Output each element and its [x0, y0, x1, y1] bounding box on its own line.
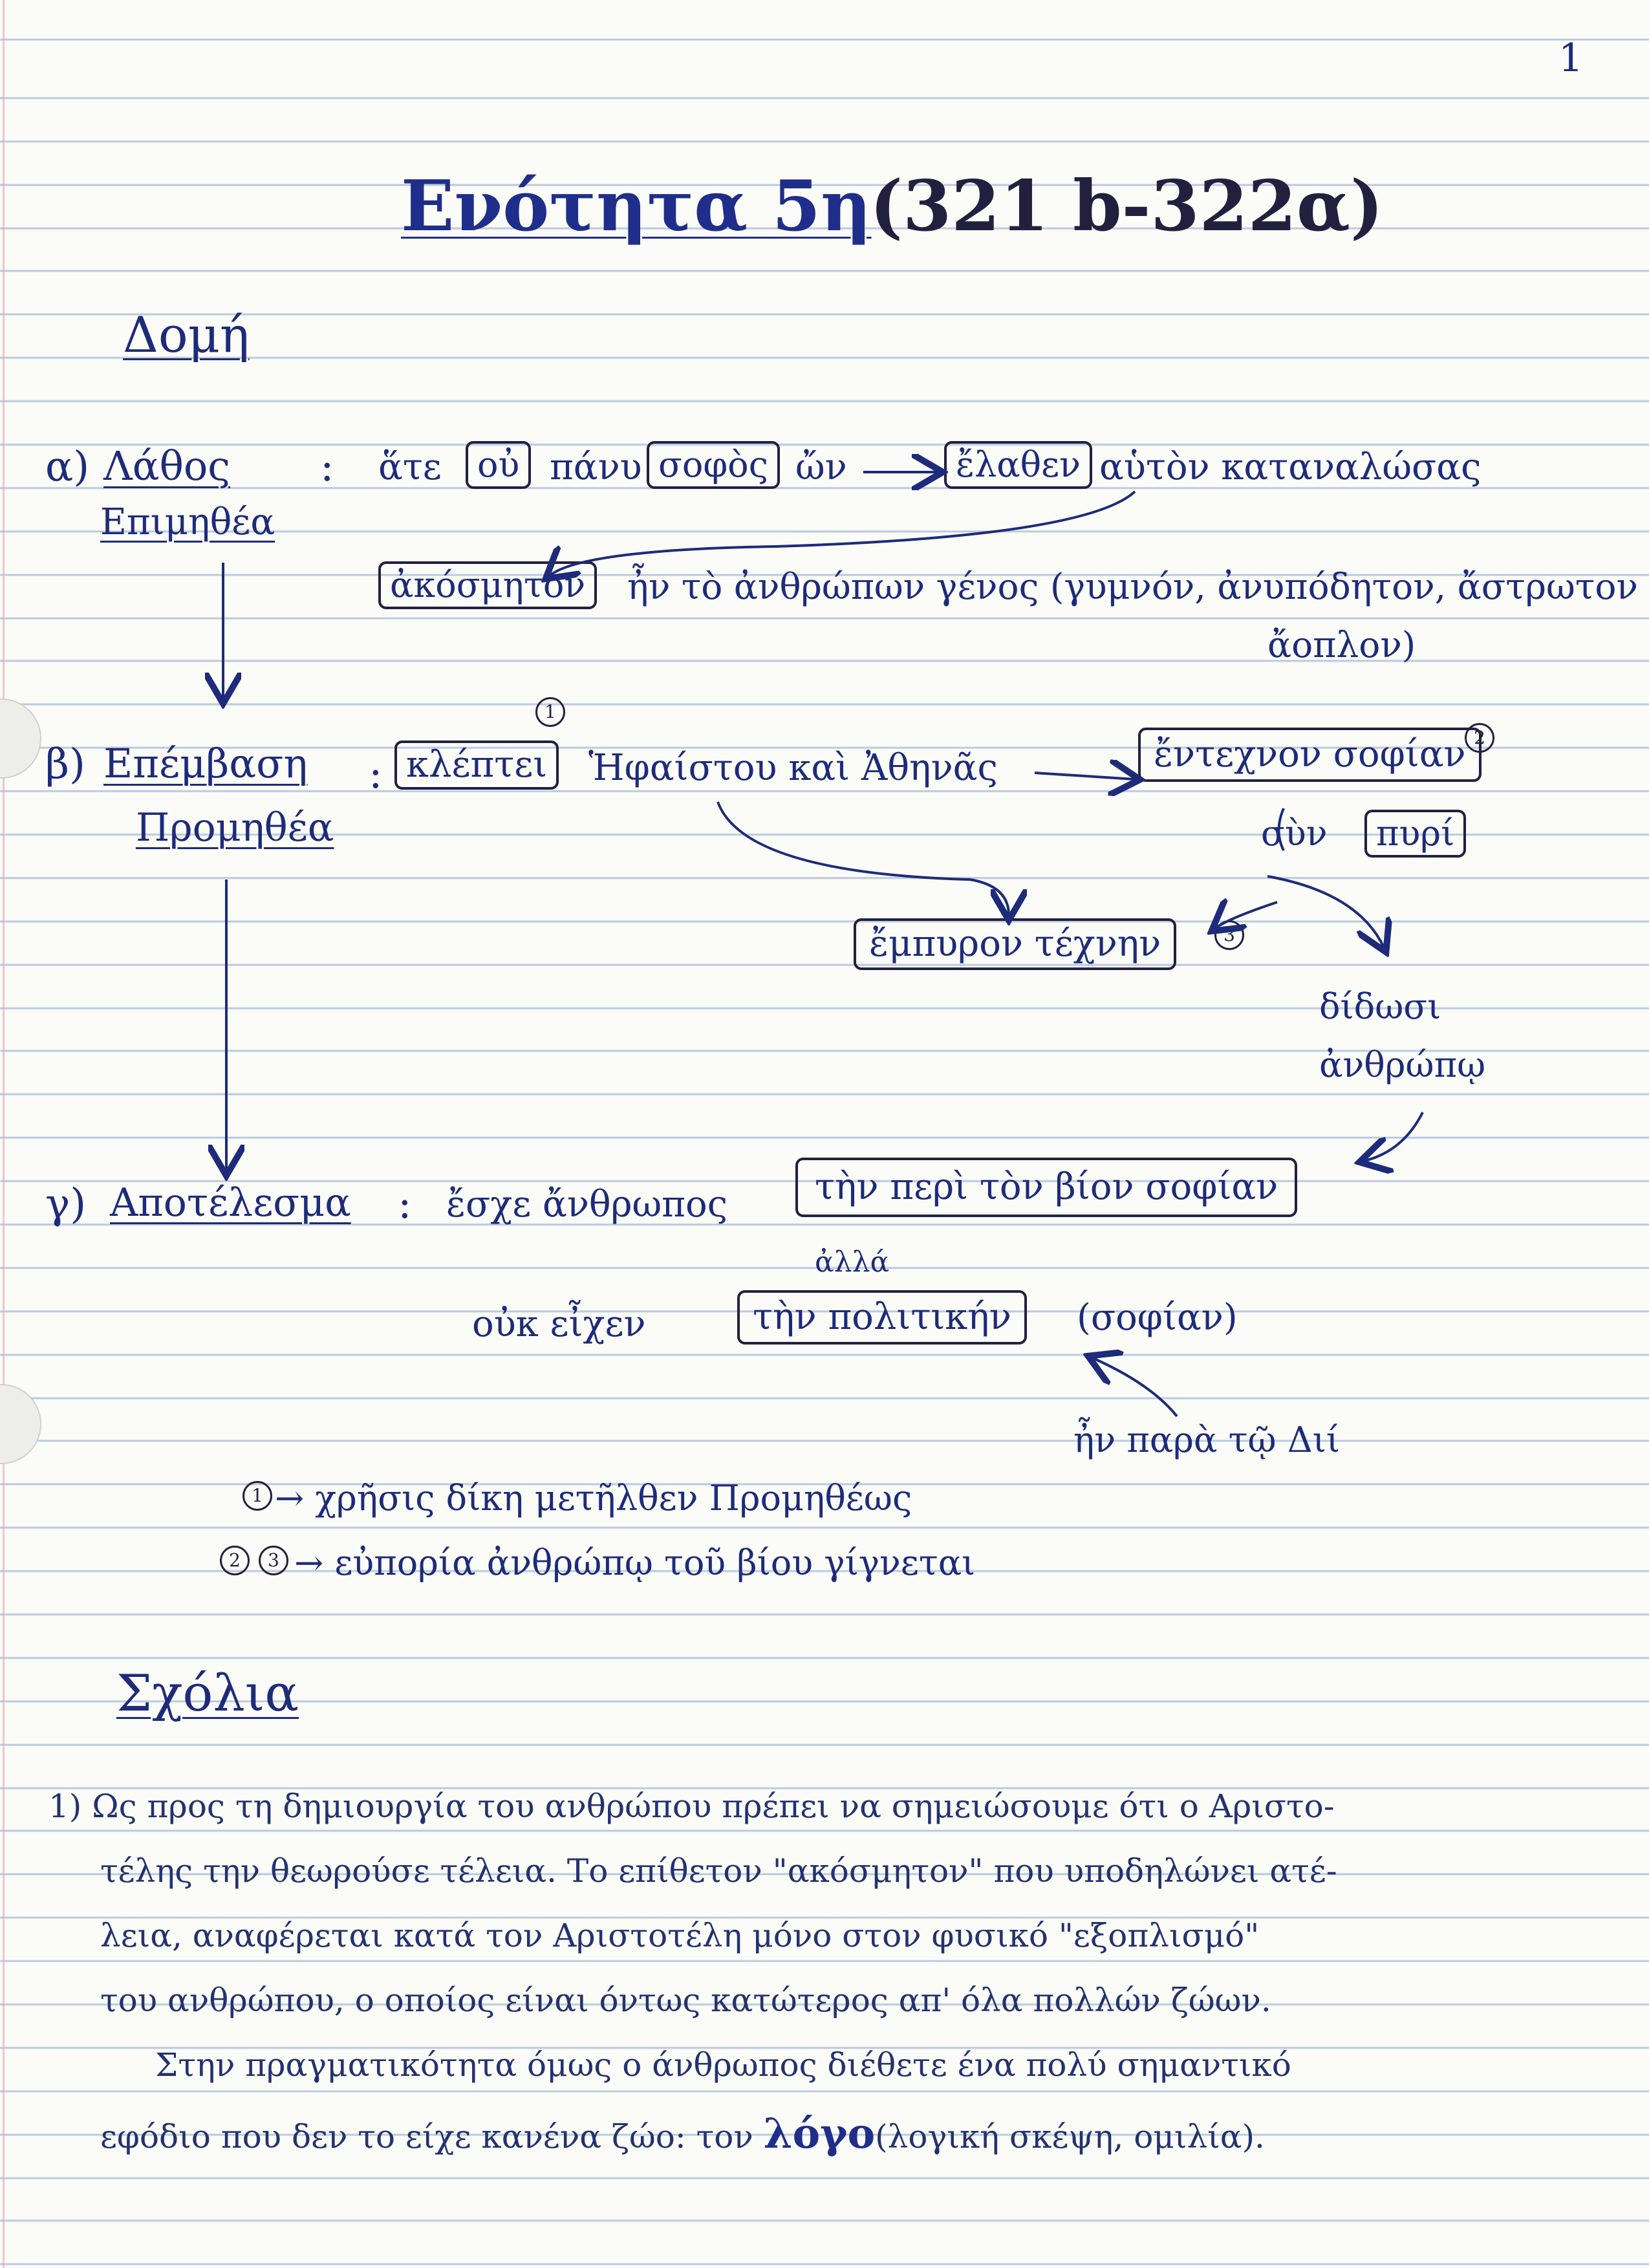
arrow-para-dii-to-politiki — [1093, 1358, 1177, 1416]
text-syn: σὺν — [1261, 813, 1328, 854]
section-b-label: Επέμβαση — [103, 740, 308, 787]
section-a-marker: α) — [45, 443, 90, 491]
text-genos: ἦν τὸ ἀνθρώπων γένος (γυμνόν, ἀνυπόδητον, ἄστρωτον — [627, 566, 1638, 607]
scholia-line-3: λεια, αναφέρεται κατά τον Αριστοτέλη μόνο στον φυσικό "εξοπλισμό" — [100, 1917, 1260, 1954]
section-a-label-2: Επιμηθέα — [100, 501, 275, 543]
arrow-pyri-to-empyron — [1216, 902, 1277, 928]
page-number: 1 — [1558, 36, 1584, 81]
text-hefaistou: Ἡφαίστου καὶ Ἀθηνᾶς — [588, 747, 998, 789]
note-line-1: → χρῆσις δίκη μετῆλθεν Προμηθέως — [275, 1478, 912, 1518]
text-para-dii: ἦν παρὰ τῷ Διί — [1073, 1420, 1341, 1460]
text-didosi: δίδωσι — [1319, 986, 1441, 1027]
text-esxe: ἔσχε ἄνθρωπος — [446, 1183, 728, 1226]
section-c-label: Αποτέλεσμα — [110, 1180, 351, 1226]
text-sofian: (σοφίαν) — [1077, 1297, 1238, 1339]
section-b-colon: : — [369, 750, 383, 798]
box-entexnon-sofian: ἔντεχνον σοφίαν — [1138, 728, 1482, 782]
bracket-syn — [1279, 808, 1284, 850]
text-ouk-eixen: οὐκ εἶχεν — [472, 1303, 646, 1345]
scholia-line-2: τέλης την θεωρούσε τέλεια. Το επίθετον "ακόσμητον" που υποδηλώνει ατέ- — [100, 1852, 1337, 1890]
arrow-pyri-to-didosi — [1267, 876, 1384, 947]
text-panu: πάνυ — [550, 446, 642, 488]
arrow-athinas-to-entexnon — [1035, 773, 1135, 779]
marker-3: 3 — [1214, 920, 1244, 950]
arrow-anthropo-to-bion — [1364, 1112, 1423, 1161]
text-ate: ἅτε — [378, 446, 442, 488]
page-title-range: (321 b-322α) — [870, 166, 1384, 247]
scholia-line-4: του ανθρώπου, ο οποίος είναι όντως κατώτερος απ' όλα πολλών ζώων. — [100, 1982, 1271, 2019]
box-elathen: ἔλαθεν — [944, 441, 1092, 489]
box-peri-bion-sofian: τὴν περὶ τὸν βίον σοφίαν — [795, 1158, 1297, 1217]
text-anthropo: ἀνθρώπῳ — [1319, 1044, 1486, 1085]
text-katanalosas: αὑτὸν καταναλώσας — [1099, 446, 1482, 488]
marker-2: 2 — [1465, 723, 1494, 753]
note-marker-3: 3 — [259, 1546, 288, 1575]
box-empyron-technin: ἔμπυρον τέχνην — [854, 918, 1176, 970]
note-marker-2: 2 — [220, 1546, 250, 1575]
note-marker-1: 1 — [242, 1481, 272, 1511]
arrow-hefaistou-to-empyron — [718, 802, 1009, 915]
section-c-marker: γ) — [45, 1180, 87, 1228]
section-a-colon: : — [320, 443, 334, 491]
box-sofos: σοφὸς — [647, 441, 780, 489]
box-kleptei: κλέπτει — [394, 740, 559, 790]
text-on: ὤν — [795, 446, 847, 488]
section-c-colon: : — [398, 1180, 412, 1228]
section-b-marker: β) — [45, 740, 85, 788]
page-title: Ενότητα 5η — [401, 166, 872, 247]
structure-heading: Δομή — [123, 306, 250, 363]
scholia-logo-word: λόγο — [763, 2110, 876, 2158]
marker-1: 1 — [535, 697, 565, 727]
box-ou: οὐ — [466, 441, 531, 489]
box-politiki: τὴν πολιτικήν — [737, 1290, 1027, 1345]
text-alla: ἀλλά — [815, 1246, 890, 1279]
box-pyri: πυρί — [1364, 810, 1466, 858]
arrow-elathen-to-akosmeton — [550, 491, 1135, 576]
note-line-2: → εὐπορία ἀνθρώπῳ τοῦ βίου γίγνεται — [294, 1542, 976, 1583]
scholia-line-6-post: (λογική σκέψη, ομιλία). — [875, 2118, 1265, 2155]
section-b-label-2: Προμηθέα — [136, 805, 334, 850]
scholia-line-6-pre: εφόδιο που δεν το είχε κανένα ζώο: τον — [100, 2118, 753, 2155]
scholia-heading: Σχόλια — [116, 1665, 299, 1723]
scholia-line-5: Στην πραγματικότητα όμως ο άνθρωπος διέθετε ένα πολύ σημαντικό — [155, 2046, 1291, 2084]
box-akosmeton: ἀκόσμητον — [378, 561, 597, 609]
section-a-label: Λάθος — [103, 442, 231, 490]
text-aoplon: ἄοπλον) — [1267, 624, 1416, 665]
scholia-line-1: 1) Ως προς τη δημιουργία του ανθρώπου πρέπει να σημειώσουμε ότι ο Αριστο- — [48, 1787, 1335, 1825]
